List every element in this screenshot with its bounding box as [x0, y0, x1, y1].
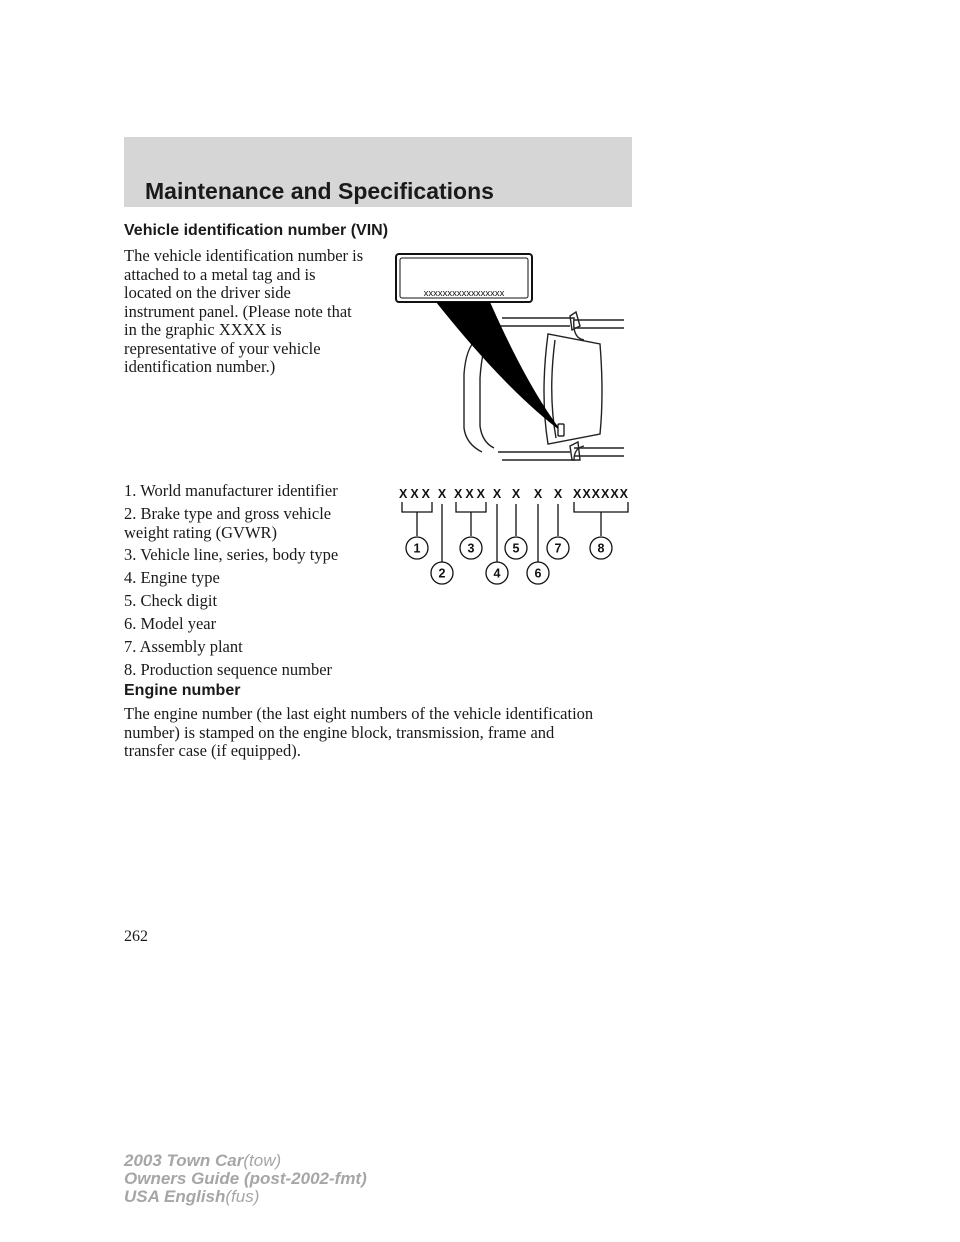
- vin-number-5: 5: [512, 541, 520, 556]
- footer-language: USA English: [124, 1187, 226, 1206]
- footer-language-code: (fus): [225, 1187, 260, 1206]
- vin-description-line: in the graphic XXXX is: [124, 320, 282, 339]
- list-item: 1. World manufacturer identifier: [124, 481, 338, 500]
- page-title: Maintenance and Specifications: [145, 178, 494, 204]
- vin-group-6: X: [533, 487, 543, 501]
- vin-description-line: representative of your vehicle: [124, 338, 321, 358]
- list-item: 3. Vehicle line, series, body type: [124, 545, 339, 564]
- vin-group-2: X: [437, 487, 447, 501]
- vin-group-1: XXX: [398, 487, 434, 501]
- document-footer: [124, 1152, 367, 1206]
- vin-pointer-wedge: [436, 302, 562, 432]
- engine-description: [124, 705, 644, 761]
- engine-description-line: number) is stamped on the engine block, transmission, frame and: [124, 722, 555, 742]
- engine-description-line: transfer case (if equipped).: [124, 741, 301, 760]
- list-item: 6. Model year: [124, 614, 217, 633]
- vin-number-6: 6: [534, 566, 542, 581]
- vin-description-line: attached to a metal tag and is: [124, 264, 316, 284]
- vin-description-line: identification number.): [124, 357, 276, 376]
- vin-number-7: 7: [554, 541, 562, 556]
- vin-group-3: XXX: [453, 487, 489, 501]
- vin-number-4: 4: [493, 566, 501, 581]
- vin-location-illustration: [390, 248, 630, 468]
- list-item: 4. Engine type: [124, 568, 220, 587]
- vin-heading: Vehicle identification number (VIN): [124, 222, 389, 239]
- vin-group-7: X: [553, 487, 563, 501]
- vin-breakdown-diagram: [396, 482, 641, 587]
- vin-number-2: 2: [438, 566, 446, 581]
- vin-number-8: 8: [597, 541, 605, 556]
- list-item: 7. Assembly plant: [124, 637, 243, 656]
- footer-model: 2003 Town Car: [124, 1151, 244, 1170]
- list-item: weight rating (GVWR): [124, 523, 278, 542]
- engine-description-line: The engine number (the last eight numbers of the vehicle identification: [124, 704, 594, 723]
- list-item: 5. Check digit: [124, 591, 218, 610]
- footer-model-code: (tow): [243, 1151, 282, 1170]
- vin-description-line: instrument panel. (Please note that: [124, 301, 352, 321]
- vin-group-4: X: [492, 487, 502, 501]
- vin-number-1: 1: [413, 541, 421, 556]
- list-item: 2. Brake type and gross vehicle: [124, 504, 332, 523]
- vin-number-3: 3: [467, 541, 475, 556]
- vin-group-8: XXXXXX: [572, 487, 630, 501]
- vin-description: [124, 247, 384, 377]
- footer-guide: Owners Guide (post-2002-fmt): [124, 1169, 367, 1188]
- vin-tag-text: xxxxxxxxxxxxxxxxx: [423, 288, 505, 299]
- page-number: 262: [124, 928, 148, 945]
- list-item: 8. Production sequence number: [124, 660, 333, 679]
- vin-group-5: X: [511, 487, 521, 501]
- vin-description-line: located on the driver side: [124, 283, 291, 302]
- engine-heading: Engine number: [124, 682, 241, 699]
- vin-description-line: The vehicle identification number is: [124, 246, 364, 265]
